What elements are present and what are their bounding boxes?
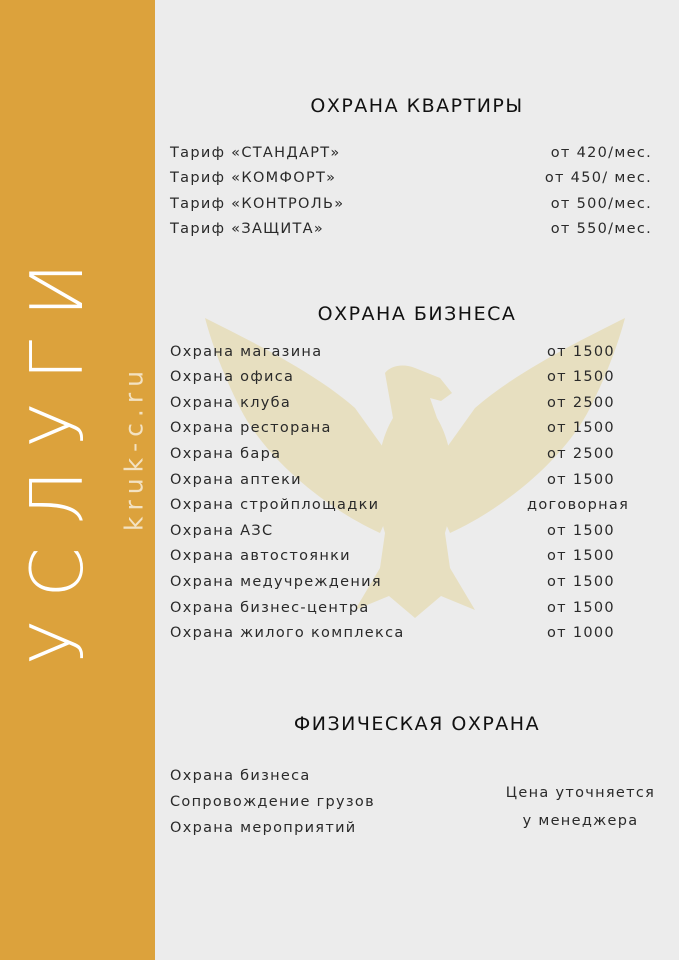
section-title-business: ОХРАНА БИЗНЕСА xyxy=(317,303,517,325)
business-item-label: Охрана офиса xyxy=(170,369,295,385)
business-item-label: Охрана ресторана xyxy=(170,420,332,436)
business-item-label: Охрана бизнес-центра xyxy=(170,600,370,616)
business-item-label: Охрана АЗС xyxy=(170,523,274,539)
physical-item-label: Сопровождение грузов xyxy=(170,794,375,810)
business-item-price: от 1000 xyxy=(547,625,615,641)
section-title-apartment: ОХРАНА КВАРТИРЫ xyxy=(310,95,524,117)
business-item-label: Охрана магазина xyxy=(170,344,323,360)
business-item-price: от 1500 xyxy=(547,420,615,436)
tariff-protection-label: Тариф «ЗАЩИТА» xyxy=(170,221,325,237)
price-note-line-1: Цена уточняется xyxy=(505,785,656,801)
business-item-price: от 1500 xyxy=(547,344,615,360)
tariff-comfort-price: от 450/ мес. xyxy=(544,170,652,186)
sidebar xyxy=(0,0,155,960)
business-item-label: Охрана стройплощадки xyxy=(170,497,380,513)
tariff-control-price: от 500/мес. xyxy=(550,196,652,212)
site-url: kruk-c.ru xyxy=(119,365,149,531)
physical-item-label: Охрана бизнеса xyxy=(170,768,311,784)
business-item-price: от 1500 xyxy=(547,369,615,385)
business-item-price: договорная xyxy=(527,497,630,513)
business-item-price: от 2500 xyxy=(547,446,615,462)
section-title-physical: ФИЗИЧЕСКАЯ ОХРАНА xyxy=(293,713,541,735)
tariff-standard-label: Тариф «СТАНДАРТ» xyxy=(170,145,341,161)
business-item-price: от 1500 xyxy=(547,600,615,616)
business-item-label: Охрана клуба xyxy=(170,395,292,411)
physical-item-label: Охрана мероприятий xyxy=(170,820,357,836)
business-item-label: Охрана автостоянки xyxy=(170,548,351,564)
business-item-label: Охрана жилого комплекса xyxy=(170,625,405,641)
business-item-price: от 1500 xyxy=(547,574,615,590)
business-item-price: от 1500 xyxy=(547,548,615,564)
business-item-label: Охрана аптеки xyxy=(170,472,302,488)
tariff-comfort-label: Тариф «КОМФОРТ» xyxy=(170,170,337,186)
business-item-price: от 1500 xyxy=(547,472,615,488)
tariff-standard-price: от 420/мес. xyxy=(550,145,652,161)
business-item-price: от 2500 xyxy=(547,395,615,411)
price-note-line-2: у менеджера xyxy=(522,813,639,829)
business-item-label: Охрана медучреждения xyxy=(170,574,382,590)
business-item-price: от 1500 xyxy=(547,523,615,539)
tariff-protection-price: от 550/мес. xyxy=(550,221,652,237)
business-item-label: Охрана бара xyxy=(170,446,282,462)
sidebar-title: УСЛУГИ xyxy=(15,239,99,665)
price-note xyxy=(498,779,663,835)
tariff-control-label: Тариф «КОНТРОЛЬ» xyxy=(170,196,345,212)
